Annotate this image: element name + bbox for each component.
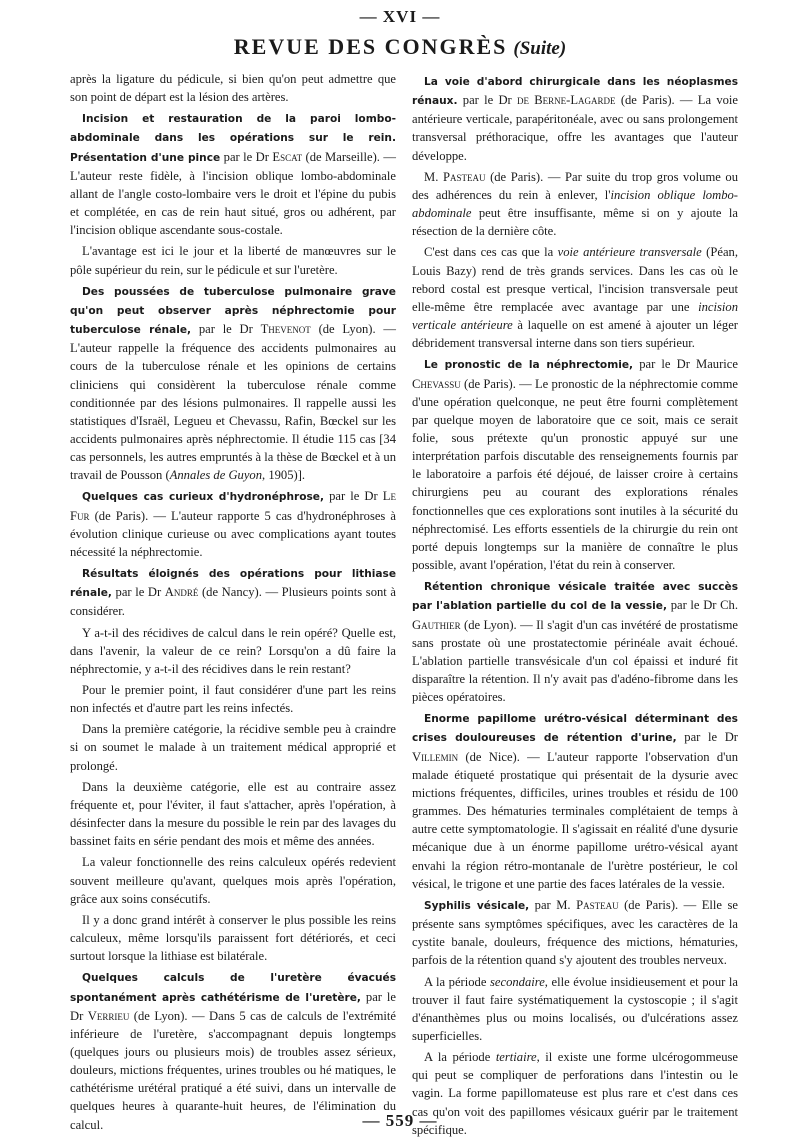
article-heading: Syphilis vésicale,: [424, 899, 530, 912]
author-name: Gauthier: [412, 617, 461, 632]
article-paragraph: La voie d'abord chirurgicale dans les néoplasmes rénaux. par le Dr de Berne-Lagarde (de Paris). — La voie antérieure verticale, parapéritonéale, avec ou sans prolongement transversal préthoracique, offre les avantages que l'auteur développe.: [412, 76, 739, 163]
paragraph: Il y a donc grand intérêt à conserver le plus possible les reins calculeux, même lorsqu'ils paraissent fort détériorés, et ceci surtout lorsque la lithiase est bilatérale.: [70, 912, 396, 964]
paragraph: L'avantage est ici le jour et la liberté de manœuvres sur le pôle supérieur du rein, sur le pédicule et sur l'uretère.: [70, 244, 396, 277]
footer-page-number: — 559 —: [362, 1111, 438, 1130]
author-name: Verrieu: [87, 1008, 130, 1023]
paragraph: Dans la deuxième catégorie, elle est au contraire assez fréquente et, pour l'éviter, il faut s'attacher, après l'opération, à désinfecter dans la mesure du possible le rein par des lavages du bassinet faits en série pendant des mois et même des années.: [70, 779, 396, 849]
paragraph: C'est dans ces cas que la voie antérieure transversale (Péan, Louis Bazy) rend de très grands services. Dans les cas où le rebord costal est presque vertical, l'incision transversale peut elle-même être remplacée avec avantage par une incision verticale antérieure à laquelle on est amené à ajouter un léger débridement transversal interne dans son tiers supérieur.: [412, 245, 738, 351]
emphasis: tertiaire: [495, 1050, 537, 1065]
author-name: Pasteau: [442, 169, 486, 184]
emphasis: secondaire: [490, 974, 545, 989]
journal-reference: Annales de Guyon: [169, 468, 263, 483]
emphasis: voie antérieure transversale: [557, 245, 702, 260]
article-paragraph: Résultats éloignés des opérations pour lithiase rénale, par le Dr André (de Nancy). — Plusieurs points sont à considérer.: [70, 568, 396, 619]
left-column: [70, 70, 397, 1132]
paragraph: A la période tertiaire, il existe une forme ulcérogommeuse qui peut se compliquer de perforations dans l'intestin ou le vagin. La forme papillomateuse est plus rare et c'est dans ces cas qu'on voit des papillomes vésicaux guérir par le traitement spécifique.: [412, 1050, 739, 1137]
article-paragraph: Quelques calculs de l'uretère évacués spontanément après cathétérisme de l'uretère, par le Dr Verrieu (de Lyon). — Dans 5 cas de calculs de l'extrémité inférieure de l'uretère, s'accompagnant depuis longtemps (quelques jours ou plusieurs mois) de troubles assez sérieux, douleurs, mictions fréquentes, urines troubles ou hé matiques, le cathétérisme urétéral pratiqué a été suivi, dans un intervalle de quelques heures à quarante-huit heures, de l'élimination du calcul.: [70, 972, 397, 1132]
article-heading: Quelques calculs de l'uretère évacués spontanément après cathétérisme de l'uretère,: [70, 972, 396, 1004]
author-name: Escat: [272, 149, 303, 164]
article-heading: Résultats éloignés des opérations pour lithiase rénale,: [70, 568, 396, 600]
article-paragraph: Quelques cas curieux d'hydronéphrose, par le Dr Le Fur (de Paris). — L'auteur rapporte 5 cas d'hydronéphroses à évolution clinique curieuse ou avec complications ayant toutes nécessité la néphrectomie.: [70, 489, 396, 559]
roman-page-number: — XVI —: [359, 7, 441, 26]
author-name: Pasteau: [576, 897, 619, 912]
author-name: de Berne-Lagarde: [517, 93, 616, 108]
paragraph: M. Pasteau (de Paris). — Par suite du trop gros volume ou des adhérences du rein à enlever, l'incision oblique lombo-abdominale peut être insuffisante, même si on y ajoute la résection de la dernière côte.: [412, 169, 738, 239]
page-title: [0, 34, 800, 60]
paragraph: Pour le premier point, il faut considérer d'une part les reins non infectés et d'autre part les reins infectés.: [70, 683, 396, 716]
article-heading: Des poussées de tuberculose pulmonaire grave qu'on peut observer après néphrectomie pour tuberculose rénale,: [70, 285, 396, 337]
article-paragraph: Le pronostic de la néphrectomie, par le Dr Maurice Chevassu (de Paris). — Le pronostic de la néphrectomie comme d'une opération quelconque, ne peut être fourni complètement par quelque moyen de laboratoire que ce soit, mais ce serait folie, sous prétexte qu'un pronostic appuyé sur une interprétation parfois discutable des renseignements fournis par le laboratoire a parfois été déjoué, de laisser croire à certains chirurgiens peu au courant des explorations rénales fonctionnelles que ces explorations sont inutiles à la sécurité du néphrectomisé. Les efforts essentiels de la chirurgie du rein ont porté depuis longtemps sur la manière de connaître le plus possible, avant l'opération, l'état du rein à conserver.: [412, 357, 738, 573]
article-heading: Le pronostic de la néphrectomie,: [424, 359, 634, 372]
paragraph: La valeur fonctionnelle des reins calculeux opérés redevient souvent meilleure qu'avant, quelques mois après l'opération, grâce aux soins consécutifs.: [70, 855, 396, 906]
journal-title: REVUE DES CONGRÈS: [233, 34, 508, 59]
paragraph: après la ligature du pédicule, si bien qu'on peut admettre que son point de départ est la lésion des artères.: [70, 72, 396, 105]
article-heading: Enorme papillome urétro-vésical déterminant des crises douloureuses de rétention d'urine,: [412, 713, 738, 745]
emphasis: incision oblique lombo-abdominale: [412, 187, 738, 221]
paragraph: Dans la première catégorie, la récidive semble peu à craindre si on soumet le malade à un traitement médical approprié et prolongé.: [70, 722, 396, 773]
author-name: André: [164, 585, 199, 600]
article-heading: Rétention chronique vésicale traitée avec succès par l'ablation partielle du col de la vessie,: [412, 581, 738, 613]
author-name: Thevenot: [260, 322, 311, 337]
article-heading: Quelques cas curieux d'hydronéphrose,: [82, 491, 325, 504]
article-heading: Incision et restauration de la paroi lombo-abdominale dans les opérations sur le rein. Présentation d'une pince: [70, 113, 396, 164]
right-column: [412, 70, 739, 1137]
article-paragraph: Enorme papillome urétro-vésical déterminant des crises douloureuses de rétention d'urine, par le Dr Villemin (de Nice). — L'auteur rapporte l'observation d'un malade étiqueté prostatique qui présentait de la dysurie avec mictions fréquentes, difficiles, urines troubles et résidu de 100 grammes. Des hématuries terminales complétaient de temps à autre cette symptomatologie. Il s'agissait en réalité d'une dysurie mécanique due à un énorme papillome urétro-vésical ayant envahi la région rétro-montanale de l'urètre postérieur, le col vésical, le trigone et une partie des faces latérales de la vessie.: [412, 713, 738, 891]
article-paragraph: Syphilis vésicale, par M. Pasteau (de Paris). — Elle se présente sans symptômes spécifiques, avec les caractères de la cystite banale, douleurs, fréquence des mictions, hématuries, parfois de la rétention quand s'y ajoutent des troubles nerveux.: [412, 897, 738, 968]
author-name: Chevassu: [412, 376, 461, 391]
article-heading: La voie d'abord chirurgicale dans les néoplasmes rénaux.: [412, 76, 738, 108]
article-paragraph: Incision et restauration de la paroi lombo-abdominale dans les opérations sur le rein. Présentation d'une pince par le Dr Escat (de Marseille). — L'auteur reste fidèle, à l'incision oblique lombo-abdominale allant de l'angle costo-lombaire vers le droit et l'épine du pubis et complétée, en cas de rein haut situé, gros ou adhérent, par l'incision oblique ascendante sous-costale.: [70, 113, 396, 238]
paragraph: A la période secondaire, elle évolue insidieusement et pour la trouver il faut faire systématiquement la cystoscopie ; il s'agit d'énanthèmes plus ou moins localisés, ou d'ulcérations assez superficielles.: [412, 974, 738, 1043]
article-paragraph: Rétention chronique vésicale traitée avec succès par l'ablation partielle du col de la vessie, par le Dr Ch. Gauthier (de Lyon). — Il s'agit d'un cas invétéré de prostatisme sans prostate où une prostatectomie périnéale avait échoué. L'ablation partielle transvésicale d'un col épaissi et induré fit disparaître la rétention. Il n'y avait pas d'adéno-fibrome dans les pièces opératoires.: [412, 581, 738, 705]
article-paragraph: Des poussées de tuberculose pulmonaire grave qu'on peut observer après néphrectomie pour tuberculose rénale, par le Dr Thevenot (de Lyon). — L'auteur rappelle la fréquence des accidents pulmonaires au cours de la tuberculose rénale et les opinions de certains cliniciens qui considèrent la tuberculose rénale comme conditionnée par des lésions pulmonaires. Il rappelle aussi les statistiques d'Israël, Legueu et Chevassu, Rafin, Bœckel sur les accidents pulmonaires après néphrectomie. Il étudie 115 cas [34 cas personnels, les autres empruntés à la thèse de Bœckel et à un travail de Pousson (Annales de Guyon, 1905)].: [70, 285, 396, 483]
emphasis: incision verticale antérieure: [412, 299, 738, 333]
author-name: Le Fur: [70, 489, 396, 523]
title-suffix: (Suite): [513, 38, 567, 59]
paragraph: Y a-t-il des récidives de calcul dans le rein opéré? Quelle est, dans l'avenir, la valeur de ce rein? Lorsqu'on a dû faire la néphrectomie, y a-t-il des récidives dans le rein restant?: [70, 625, 396, 676]
author-name: Villemin: [412, 749, 459, 764]
